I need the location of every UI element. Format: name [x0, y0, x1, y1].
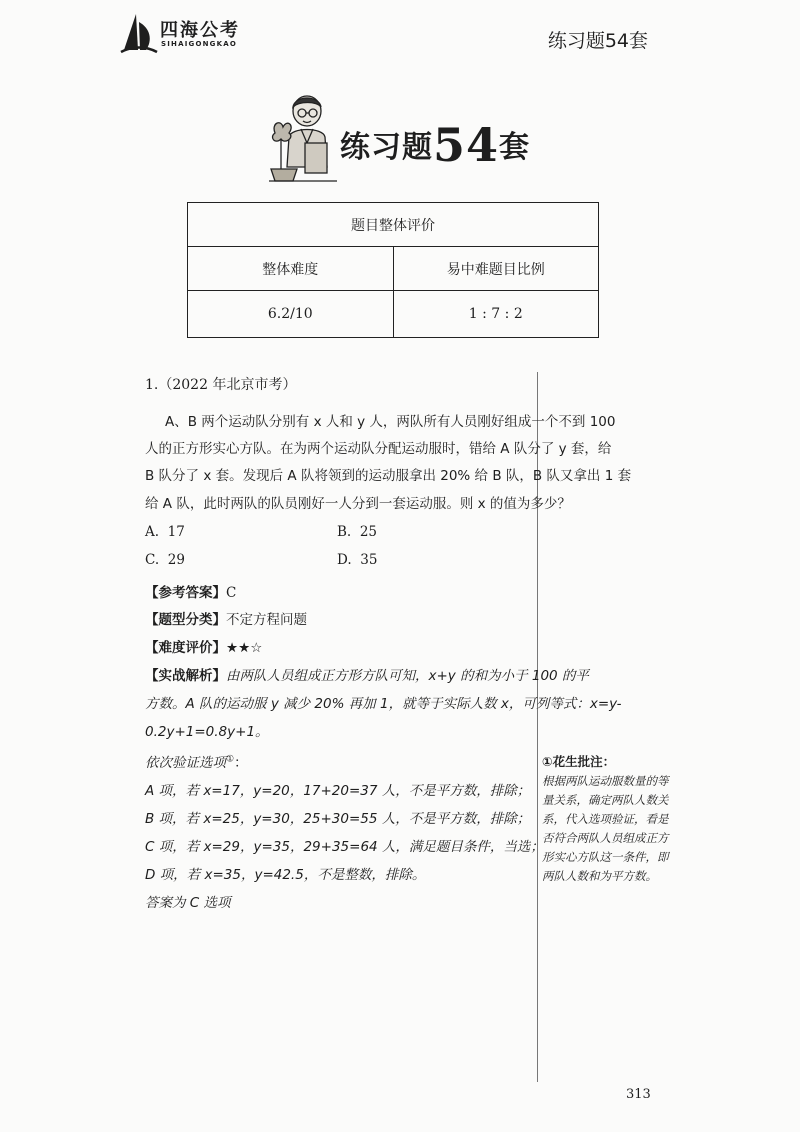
stem-line: B 队分了 x 套。发现后 A 队将领到的运动服拿出 20% 给 B 队，B 队又拿出 1 套 — [145, 468, 632, 484]
reference-answer-label: 【参考答案】 — [145, 585, 226, 601]
footnote-marker: ① — [226, 754, 235, 765]
verify-intro-text: 依次验证选项 — [145, 755, 226, 771]
option-value: 25 — [359, 524, 377, 540]
side-note-line: 形实心方队这一条件，即 — [542, 850, 669, 864]
difficulty-stars: ★★☆ — [226, 640, 263, 656]
question-type-label: 【题型分类】 — [145, 612, 226, 628]
verify-line: C 项，若 x=29，y=35，29+35=64 人，满足题目条件，当选； — [145, 839, 544, 855]
analysis-line: 0.2y+1=0.8y+1。 — [145, 724, 269, 740]
ratio-value: 1 : 7 : 2 — [393, 291, 599, 338]
question-type — [145, 608, 307, 628]
ratio-header: 易中难题目比例 — [393, 247, 599, 291]
question-heading — [145, 374, 296, 394]
question-number: 1. — [145, 377, 159, 393]
side-note-line: 量关系，确定两队人数关 — [542, 793, 669, 807]
analysis-text: 由两队人员组成正方形方队可知，x+y 的和为小于 100 的平 — [226, 668, 589, 684]
stem-line: A、B 两个运动队分别有 x 人和 y 人，两队所有人员刚好组成一个不到 100 — [165, 414, 616, 430]
option-d — [337, 552, 377, 568]
option-a — [145, 524, 185, 540]
verify-intro: 依次验证选项①： — [145, 754, 248, 771]
evaluation-heading: 题目整体评价 — [188, 203, 599, 247]
option-value: 35 — [360, 552, 378, 568]
analysis-line: 方数。A 队的运动服 y 减少 20% 再加 1，就等于实际人数 x，可列等式：x=y- — [145, 696, 622, 712]
overall-difficulty-header: 整体难度 — [188, 247, 394, 291]
option-b — [337, 524, 377, 540]
set-title-number: 54 — [433, 118, 500, 172]
brand-name: 四海公考 — [160, 20, 240, 41]
option-value: 29 — [167, 552, 185, 568]
option-c — [145, 552, 185, 568]
question-type-value: 不定方程问题 — [226, 612, 307, 628]
difficulty-rating — [145, 636, 262, 656]
option-label: C. — [145, 552, 160, 568]
set-title-prefix: 练习题 — [340, 130, 433, 165]
overall-difficulty-value: 6.2/10 — [188, 291, 394, 338]
analysis-label: 【实战解析】 — [145, 668, 226, 684]
brand-logo — [120, 10, 250, 56]
brand-subtitle: SIHAIGONGKAO — [161, 40, 238, 48]
stem-line: 给 A 队，此时两队的队员刚好一人分到一套运动服。则 x 的值为多少？ — [145, 496, 571, 512]
page-number: 313 — [626, 1087, 651, 1102]
verify-line: D 项，若 x=35，y=42.5，不是整数，排除。 — [145, 867, 426, 883]
side-note-title: ①花生批注： — [542, 754, 616, 769]
question-source: （2022 年北京市考） — [158, 377, 297, 393]
option-label: D. — [337, 552, 352, 568]
analysis-line — [145, 664, 589, 684]
stem-line: 人的正方形实心方队。在为两个运动队分配运动服时，错给 A 队分了 y 套，给 — [145, 441, 612, 457]
reference-answer — [145, 581, 236, 601]
reference-answer-value: C — [226, 585, 237, 601]
difficulty-rating-label: 【难度评价】 — [145, 640, 226, 656]
side-note-line: 系，代入选项验证，看是 — [542, 812, 669, 826]
evaluation-table — [187, 202, 599, 338]
option-label: B. — [337, 524, 352, 540]
teacher-mascot-illustration — [267, 93, 339, 185]
verify-line: A 项，若 x=17，y=20，17+20=37 人，不是平方数，排除； — [145, 783, 531, 799]
verify-line: B 项，若 x=25，y=30，25+30=55 人，不是平方数，排除； — [145, 811, 531, 827]
conclusion: 答案为 C 选项 — [145, 895, 231, 911]
set-title-suffix: 套 — [499, 130, 531, 165]
sail-logo-icon — [120, 10, 158, 54]
side-note-line: 根据两队运动服数量的等 — [542, 774, 669, 788]
side-note-line: 两队人数和为平方数。 — [542, 869, 657, 883]
option-value: 17 — [167, 524, 185, 540]
set-title — [340, 118, 530, 172]
option-label: A. — [145, 524, 160, 540]
side-note-line: 否符合两队人员组成正方 — [542, 831, 669, 845]
running-header-title: 练习题54套 — [547, 30, 648, 52]
